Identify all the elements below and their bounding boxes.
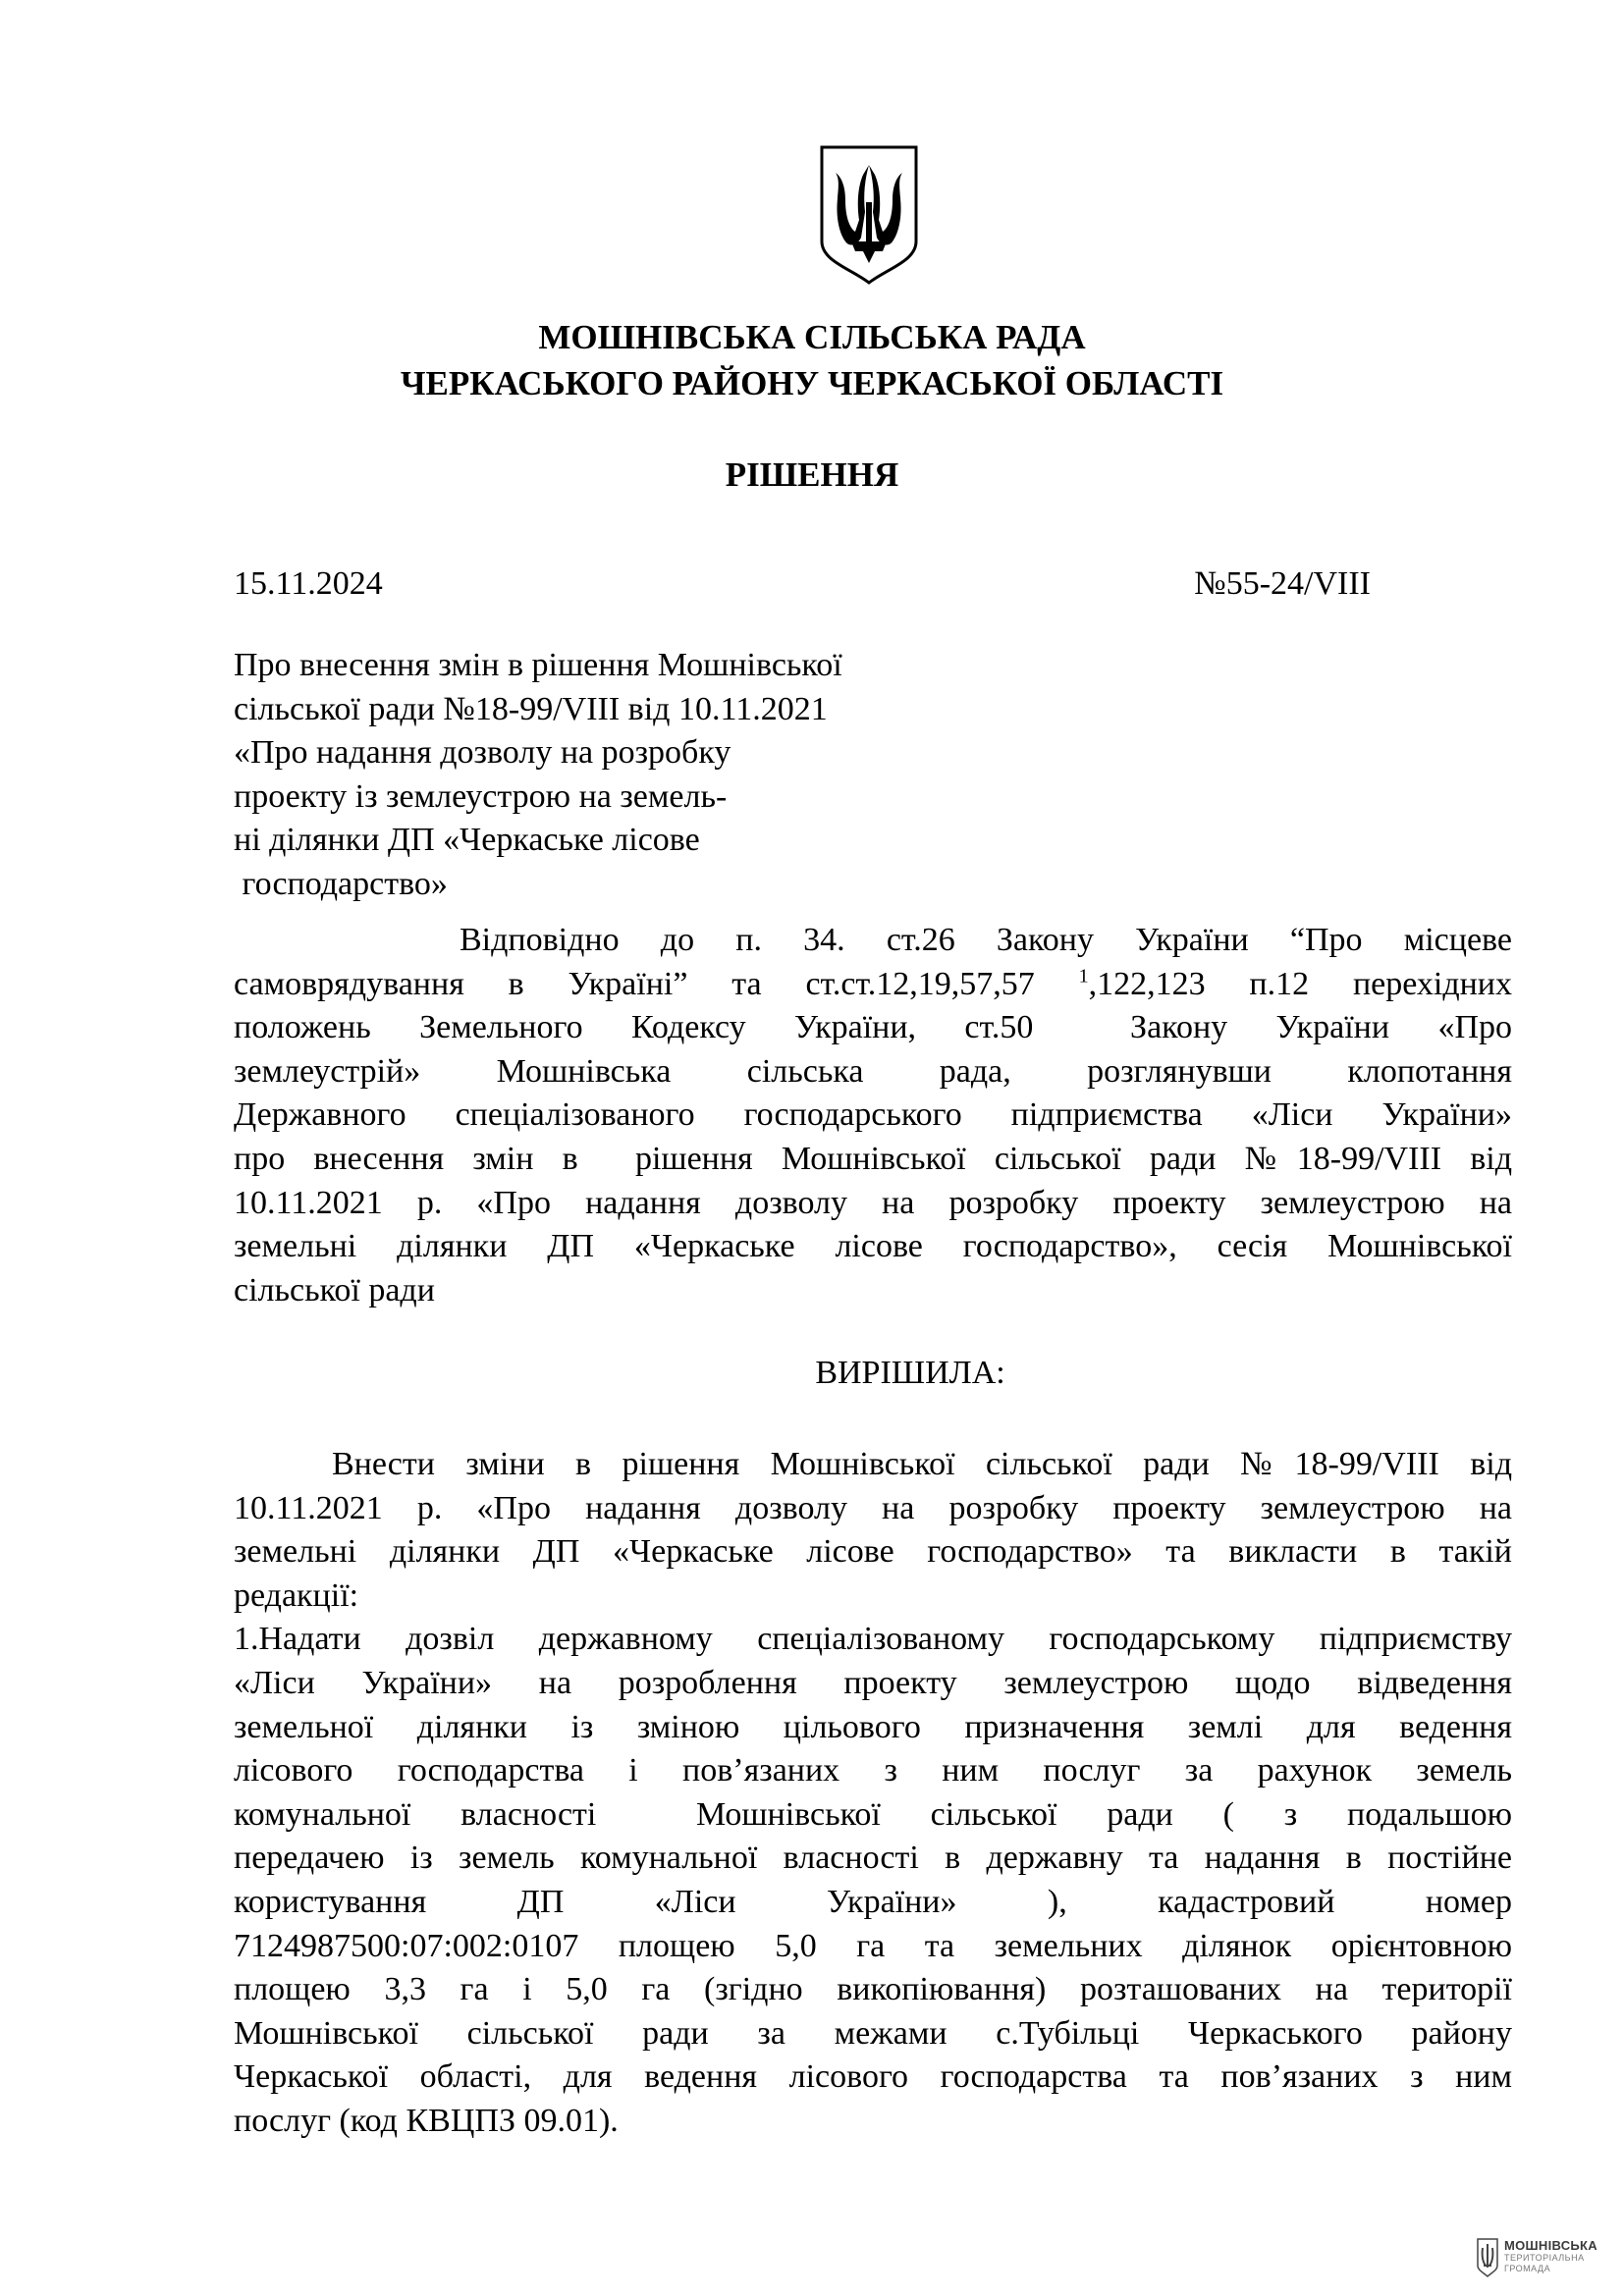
resolution-line: користування ДП «Ліси України» ), кадастровий номер [234,1883,1512,1920]
superscript: 1 [1078,965,1089,988]
resolution-line: послуг (код КВЦПЗ 09.01). [234,2102,619,2139]
resolution-line: Черкаської області, для ведення лісового господарства та пов’язаних з ним [234,2058,1512,2096]
resolution-line: площею 3,3 га і 5,0 га (згідно викопіювання) розташованих на території [234,1971,1512,2008]
preamble-text: ,122,123 п.12 перехідних [1088,965,1513,1002]
preamble-line: сільської ради [234,1271,435,1308]
community-logo [1477,2238,1604,2283]
preamble-line: землеустрій» Мошнівська сільська рада, розглянувши клопотання [234,1052,1512,1090]
resolution-line: земельні ділянки ДП «Черкаське лісове господарство» та викласти в такій [234,1533,1512,1571]
resolution-line: 1.Надати дозвіл державному спеціалізованому господарському підприємству [234,1621,1512,1658]
subject-line: сільської ради №18-99/VIII від 10.11.2021 [234,690,828,727]
resolution-line: комунальної власності Мошнівської сільської ради ( з подальшою [234,1795,1512,1833]
resolution-line: передачею із земель комунальної власності в державну та надання в постійне [234,1840,1512,1877]
preamble-paragraph [234,919,1512,1312]
trident-icon [1477,2238,1498,2277]
council-name: МОШНІВСЬКА СІЛЬСЬКА РАДА [538,318,1086,356]
decided-heading: ВИРІШИЛА: [815,1355,1005,1391]
resolution-line: лісового господарства і пов’язаних з ним послуг за рахунок земель [234,1752,1512,1789]
resolution-paragraph [234,1443,1512,2144]
preamble-line: земельні ділянки ДП «Черкаське лісове господарство», сесія Мошнівської [234,1228,1512,1265]
resolution-line: Мошнівської сільської ради за межами с.Тубільці Черкаського району [234,2014,1512,2052]
resolution-line: редакції: [234,1576,359,1614]
subject-line: господарство» [234,865,448,902]
preamble-line: Державного спеціалізованого господарського підприємства «Ліси України» [234,1096,1512,1134]
council-region: ЧЕРКАСЬКОГО РАЙОНУ ЧЕРКАСЬКОЇ ОБЛАСТІ [400,364,1224,402]
preamble-line [234,963,1512,1007]
resolution-line: Внести зміни в рішення Мошнівської сільської ради №18-99/VIII від [332,1446,1512,1482]
decision-subject [234,644,980,906]
subject-line: ні ділянки ДП «Черкаське лісове [234,822,700,858]
document-title: РІШЕННЯ [725,455,899,494]
preamble-line: про внесення змін в рішення Мошнівської сільської ради №18-99/VIII від [234,1140,1512,1177]
resolution-line: 7124987500:07:002:0107 площею 5,0 га та земельних ділянок орієнтовною [234,1927,1512,1964]
subject-line: «Про надання дозволу на розробку [234,734,731,771]
preamble-text: самоврядування в Україні” та ст.ст.12,19,57,57 [234,965,1079,1002]
decision-date: 15.11.2024 [234,565,383,602]
subject-line: Про внесення змін в рішення Мошнівської [234,647,842,683]
resolution-line: «Ліси України» на розроблення проекту землеустрою щодо відведення [234,1664,1512,1701]
preamble-line: 10.11.2021 р. «Про надання дозволу на розробку проекту землеустрою на [234,1184,1512,1221]
logo-subtitle: ГРОМАДА [1504,2264,1551,2273]
logo-subtitle: ТЕРИТОРІАЛЬНА [1504,2253,1585,2263]
resolution-line: земельної ділянки із зміною цільового призначення землі для ведення [234,1708,1512,1745]
resolution-line: 10.11.2021 р. «Про надання дозволу на розробку проекту землеустрою на [234,1489,1512,1526]
decision-number: №55-24/VIII [1194,565,1371,602]
preamble-line: Відповідно до п. 34. ст.26 Закону України “Про місцеве [460,922,1512,958]
preamble-line: положень Земельного Кодексу України, ст.50 Закону України «Про [234,1009,1512,1046]
subject-line: проекту із землеустрою на земель- [234,777,728,815]
coat-of-arms-icon [818,143,920,287]
logo-name: МОШНІВСЬКА [1504,2238,1597,2253]
